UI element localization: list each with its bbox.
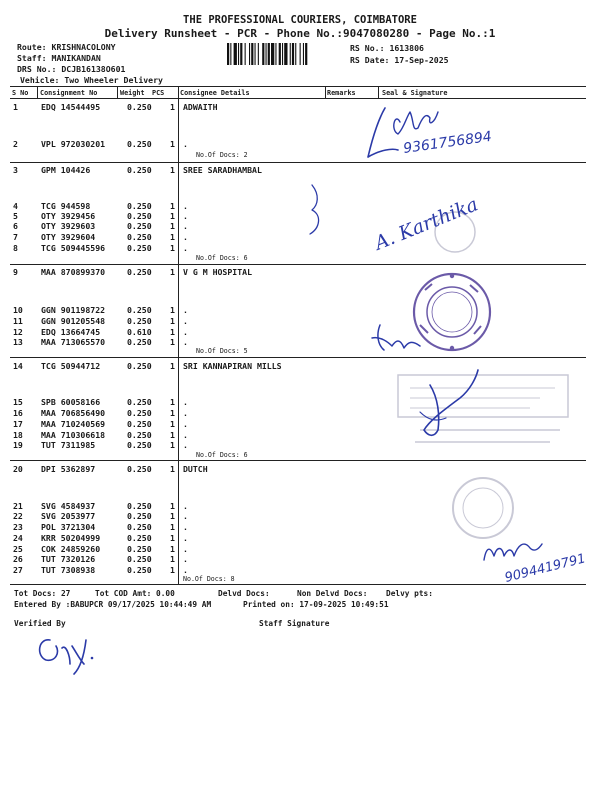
printed-on: Printed on: 17-09-2025 10:49:51 [243, 600, 389, 609]
col-header-weight: Weight [120, 89, 145, 97]
row-sno: 21 [13, 501, 23, 511]
row-pcs: 1 [170, 337, 175, 347]
docs-count: No.Of Docs: 5 [196, 347, 248, 355]
row-weight: 0.250 [127, 440, 152, 450]
row-consignee: . [183, 232, 188, 242]
staff-signature-label: Staff Signature [259, 619, 330, 628]
row-weight: 0.250 [127, 221, 152, 231]
row-sno: 1 [13, 102, 18, 112]
row-sno: 20 [13, 464, 23, 474]
row-sno: 16 [13, 408, 23, 418]
row-weight: 0.250 [127, 565, 152, 575]
handwritten-name-2: A. Karthika [371, 193, 482, 255]
row-consignment: OTY 3929604 [41, 232, 96, 242]
row-weight: 0.250 [127, 165, 152, 175]
row-sno: 27 [13, 565, 23, 575]
row-weight: 0.250 [127, 554, 152, 564]
row-pcs: 1 [170, 501, 175, 511]
row-sno: 17 [13, 419, 23, 429]
row-sno: 9 [13, 267, 18, 277]
row-sno: 4 [13, 201, 18, 211]
row-weight: 0.250 [127, 102, 152, 112]
handwritten-phone-1: 9361756894 [402, 128, 493, 157]
row-sno: 22 [13, 511, 23, 521]
row-consignee: . [183, 419, 188, 429]
signature-group-2 [310, 185, 481, 255]
verified-by-label: Verified By [14, 619, 66, 628]
row-weight: 0.250 [127, 201, 152, 211]
row-consignee: V G M HOSPITAL [183, 267, 253, 277]
row-weight: 0.610 [127, 327, 152, 337]
handwritten-phone-5: 9094419791 [503, 551, 588, 586]
row-consignment: TCG 944598 [41, 201, 91, 211]
row-pcs: 1 [170, 440, 175, 450]
row-sno: 3 [13, 165, 18, 175]
row-pcs: 1 [170, 408, 175, 418]
row-consignment: DPI 5362897 [41, 464, 96, 474]
row-consignee: . [183, 316, 188, 326]
row-consignment: VPL 972030201 [41, 139, 106, 149]
row-consignment: SPB 60058166 [41, 397, 101, 407]
row-pcs: 1 [170, 102, 175, 112]
row-sno: 13 [13, 337, 23, 347]
row-consignment: EDQ 13664745 [41, 327, 101, 337]
docs-count: No.Of Docs: 8 [183, 575, 235, 583]
row-weight: 0.250 [127, 337, 152, 347]
row-pcs: 1 [170, 544, 175, 554]
row-consignee: SRI KANNAPIRAN MILLS [183, 361, 282, 371]
row-consignee: . [183, 327, 188, 337]
delivery-points: Delvy pts: [386, 589, 433, 598]
row-consignee: . [183, 554, 188, 564]
row-consignment: MAA 870899370 [41, 267, 106, 277]
row-consignee: . [183, 533, 188, 543]
row-pcs: 1 [170, 267, 175, 277]
row-consignment: TCG 509445596 [41, 243, 106, 253]
rs-date-value: 17-Sep-2025 [394, 55, 449, 65]
row-consignee: . [183, 440, 188, 450]
docs-count: No.Of Docs: 2 [196, 151, 248, 159]
row-consignee: . [183, 544, 188, 554]
row-weight: 0.250 [127, 544, 152, 554]
row-consignment: TUT 7311985 [41, 440, 96, 450]
row-consignment: GGN 901205548 [41, 316, 106, 326]
row-pcs: 1 [170, 139, 175, 149]
non-delivered-docs: Non Delvd Docs: [297, 589, 368, 598]
signature-group-4 [420, 370, 478, 435]
row-consignment: TUT 7320126 [41, 554, 96, 564]
signature-group-3 [372, 325, 420, 350]
row-consignee: . [183, 408, 188, 418]
row-pcs: 1 [170, 221, 175, 231]
row-consignment: TCG 50944712 [41, 361, 101, 371]
rs-no-label: RS No.: [350, 43, 385, 53]
row-weight: 0.250 [127, 316, 152, 326]
row-weight: 0.250 [127, 139, 152, 149]
col-header-consignment: Consignment No [40, 89, 98, 97]
drs-value: DCJB16138O601 [61, 64, 126, 74]
row-sno: 7 [13, 232, 18, 242]
row-sno: 12 [13, 327, 23, 337]
row-weight: 0.250 [127, 211, 152, 221]
row-pcs: 1 [170, 533, 175, 543]
row-sno: 8 [13, 243, 18, 253]
row-pcs: 1 [170, 327, 175, 337]
row-consignee: DUTCH [183, 464, 208, 474]
row-sno: 25 [13, 544, 23, 554]
row-consignee: . [183, 337, 188, 347]
row-pcs: 1 [170, 232, 175, 242]
drs-label: DRS No.: [17, 64, 57, 74]
col-header-pcs: PCS [152, 89, 165, 97]
row-weight: 0.250 [127, 408, 152, 418]
row-consignment: MAA 713065570 [41, 337, 106, 347]
row-consignee: . [183, 201, 188, 211]
row-consignment: MAA 710240569 [41, 419, 106, 429]
col-header-remarks: Remarks [327, 89, 356, 97]
col-header-sno: S No [12, 89, 29, 97]
col-header-consignee: Consignee Details [180, 89, 250, 97]
row-sno: 23 [13, 522, 23, 532]
row-weight: 0.250 [127, 533, 152, 543]
staff-value: MANIKANDAN [51, 53, 101, 63]
staff-label: Staff: [17, 53, 47, 63]
row-pcs: 1 [170, 165, 175, 175]
hospital-stamp [414, 274, 490, 350]
row-consignment: GPM 104426 [41, 165, 91, 175]
row-consignment: MAA 710306618 [41, 430, 106, 440]
row-weight: 0.250 [127, 232, 152, 242]
row-consignment: GGN 901198722 [41, 305, 106, 315]
row-consignment: SVG 2053977 [41, 511, 96, 521]
rs-no-value: 1613806 [389, 43, 424, 53]
row-sno: 10 [13, 305, 23, 315]
vehicle-label: Vehicle: [20, 75, 60, 85]
row-weight: 0.250 [127, 267, 152, 277]
row-consignee: . [183, 430, 188, 440]
row-consignee: . [183, 221, 188, 231]
docs-count: No.Of Docs: 6 [196, 254, 248, 262]
row-sno: 5 [13, 211, 18, 221]
verified-by-signature [40, 640, 94, 674]
total-cod-amount: Tot COD Amt: 0.00 [95, 589, 175, 598]
row-pcs: 1 [170, 201, 175, 211]
row-weight: 0.250 [127, 522, 152, 532]
route-value: KRISHNACOLONY [51, 42, 116, 52]
row-weight: 0.250 [127, 305, 152, 315]
row-sno: 19 [13, 440, 23, 450]
row-weight: 0.250 [127, 464, 152, 474]
row-pcs: 1 [170, 464, 175, 474]
row-consignee: ADWAITH [183, 102, 218, 112]
row-consignment: SVG 4584937 [41, 501, 96, 511]
row-pcs: 1 [170, 305, 175, 315]
row-sno: 14 [13, 361, 23, 371]
row-consignee: . [183, 397, 188, 407]
row-consignment: EDQ 14544495 [41, 102, 101, 112]
row-sno: 11 [13, 316, 23, 326]
row-weight: 0.250 [127, 419, 152, 429]
row-pcs: 1 [170, 361, 175, 371]
row-consignment: KRR 50204999 [41, 533, 101, 543]
row-sno: 6 [13, 221, 18, 231]
row-consignee: . [183, 565, 188, 575]
row-pcs: 1 [170, 419, 175, 429]
row-weight: 0.250 [127, 430, 152, 440]
row-consignee: . [183, 243, 188, 253]
row-consignee: . [183, 511, 188, 521]
row-pcs: 1 [170, 511, 175, 521]
total-docs: Tot Docs: 27 [14, 589, 71, 598]
row-weight: 0.250 [127, 361, 152, 371]
route-label: Route: [17, 42, 47, 52]
row-pcs: 1 [170, 316, 175, 326]
delivered-docs: Delvd Docs: [218, 589, 270, 598]
docs-count: No.Of Docs: 6 [196, 451, 248, 459]
row-pcs: 1 [170, 554, 175, 564]
row-consignment: COK 24859260 [41, 544, 101, 554]
vehicle-value: Two Wheeler Delivery [64, 75, 163, 85]
col-header-seal: Seal & Signature [382, 89, 448, 97]
row-consignee: . [183, 211, 188, 221]
row-consignment: OTY 3929603 [41, 221, 96, 231]
row-sno: 15 [13, 397, 23, 407]
row-consignee: SREE SARADHAMBAL [183, 165, 262, 175]
row-pcs: 1 [170, 522, 175, 532]
row-pcs: 1 [170, 430, 175, 440]
row-consignment: TUT 7308938 [41, 565, 96, 575]
row-consignment: MAA 706856490 [41, 408, 106, 418]
row-consignee: . [183, 139, 188, 149]
row-pcs: 1 [170, 243, 175, 253]
row-consignee: . [183, 522, 188, 532]
faint-stamp-marks [398, 212, 568, 538]
company-title: THE PROFESSIONAL COURIERS, COIMBATORE [183, 14, 417, 26]
row-pcs: 1 [170, 565, 175, 575]
row-consignee: . [183, 501, 188, 511]
row-weight: 0.250 [127, 501, 152, 511]
row-weight: 0.250 [127, 243, 152, 253]
row-weight: 0.250 [127, 511, 152, 521]
row-sno: 24 [13, 533, 23, 543]
row-weight: 0.250 [127, 397, 152, 407]
row-consignment: POL 3721304 [41, 522, 96, 532]
row-pcs: 1 [170, 397, 175, 407]
entered-by: Entered By :BABUPCR 09/17/2025 10:44:49 AM [14, 600, 212, 609]
signature-group-1 [368, 108, 493, 157]
row-consignee: . [183, 305, 188, 315]
row-pcs: 1 [170, 211, 175, 221]
row-sno: 26 [13, 554, 23, 564]
row-sno: 2 [13, 139, 18, 149]
signature-group-5 [484, 544, 587, 586]
rs-date-label: RS Date: [350, 55, 390, 65]
row-sno: 18 [13, 430, 23, 440]
runsheet-subtitle: Delivery Runsheet - PCR - Phone No.:9047080280 - Page No.:1 [104, 27, 496, 40]
row-consignment: OTY 3929456 [41, 211, 96, 221]
